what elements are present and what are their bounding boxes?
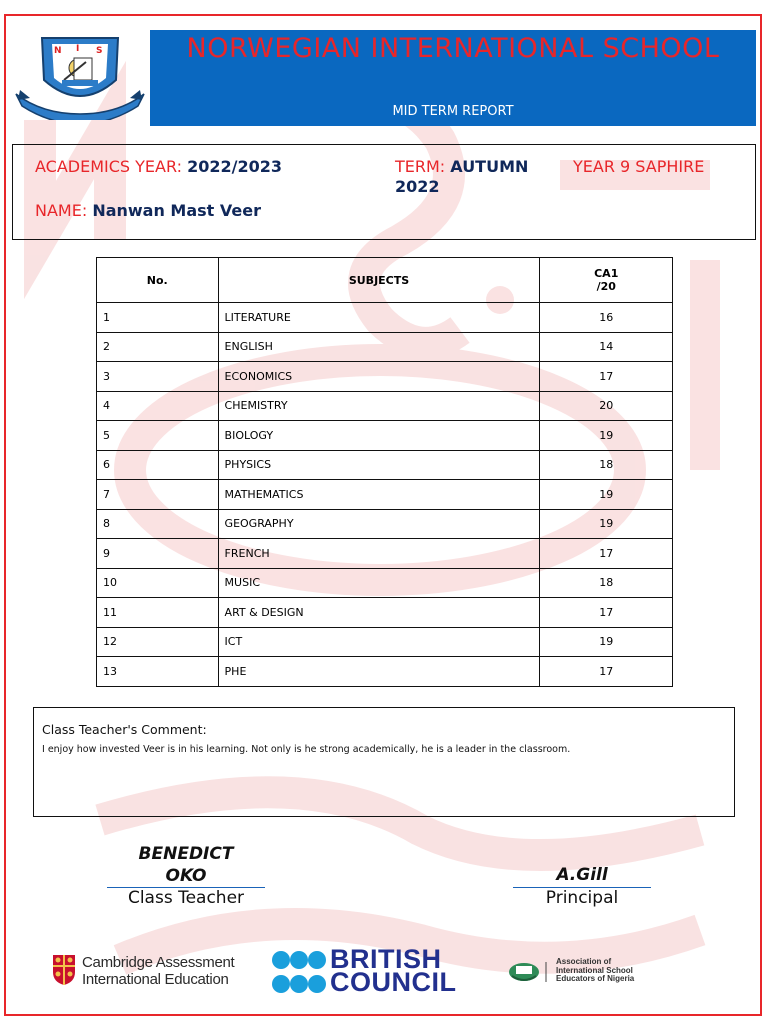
header-score [540,258,673,303]
crest-letter-s: S [96,46,103,56]
cambridge-text [82,954,234,988]
school-name: NORWEGIAN INTERNATIONAL SCHOOL [186,33,720,64]
subject-row [97,657,673,687]
subject-row [97,450,673,480]
subject-row [97,539,673,569]
row-number: 2 [97,332,219,362]
row-number: 6 [97,450,219,480]
academic-year-label: ACADEMICS YEAR: [35,157,182,176]
score-value: 19 [540,509,673,539]
subject-row [97,303,673,333]
score-value: 19 [540,480,673,510]
header-banner [150,30,756,126]
crest-letter-n: N [54,46,62,56]
score-value: 14 [540,332,673,362]
student-name [35,201,261,220]
score-value: 18 [540,450,673,480]
score-value: 19 [540,421,673,451]
subject-row [97,332,673,362]
subject-name: BIOLOGY [218,421,540,451]
ais-line3: Educators of Nigeria [556,974,635,983]
report-title: MID TERM REPORT [392,104,514,119]
subject-row [97,362,673,392]
score-value: 17 [540,657,673,687]
cambridge-line2: International Education [82,971,229,988]
class-name: YEAR 9 SAPHIRE [573,157,705,176]
term-value: AUTUMN 2022 [395,157,529,196]
row-number: 7 [97,480,219,510]
subject-name: MUSIC [218,568,540,598]
teacher-role: Class Teacher [127,888,245,908]
term-label: TERM: [395,157,446,176]
scores-table [96,257,673,687]
subject-name: ECONOMICS [218,362,540,392]
academic-year-value: 2022/2023 [187,157,282,176]
subject-name: PHE [218,657,540,687]
row-number: 9 [97,539,219,569]
row-number: 13 [97,657,219,687]
score-value: 17 [540,598,673,628]
cambridge-line1: Cambridge Assessment [82,954,235,971]
principal-role: Principal [545,888,619,908]
subject-row [97,598,673,628]
british-council-text [330,944,457,997]
student-name-label: NAME: [35,201,88,220]
student-info-box [12,144,756,240]
score-value: 16 [540,303,673,333]
bc-line2: COUNCIL [330,967,457,997]
student-name-value: Nanwan Mast Veer [92,201,261,220]
header-no: No. [97,258,219,303]
row-number: 5 [97,421,219,451]
comment-text: I enjoy how invested Veer is in his learning. Not only is he strong academically, he is a leader in the classroom. [42,744,571,755]
subject-name: ICT [218,627,540,657]
score-value: 20 [540,391,673,421]
score-value: 19 [540,627,673,657]
row-number: 3 [97,362,219,392]
header-score-bottom: /20 [596,280,616,293]
subject-row [97,509,673,539]
term [395,157,565,197]
score-value: 17 [540,362,673,392]
subject-name: LITERATURE [218,303,540,333]
row-number: 8 [97,509,219,539]
subject-row [97,480,673,510]
cambridge-shield-icon [52,954,76,986]
subject-row [97,568,673,598]
subject-name: ART & DESIGN [218,598,540,628]
subject-name: FRENCH [218,539,540,569]
row-number: 10 [97,568,219,598]
subject-name: PHYSICS [218,450,540,480]
aisen-emblem-icon [508,960,552,984]
academic-year [35,157,282,176]
aisen-text [556,958,634,984]
score-value: 17 [540,539,673,569]
principal-signature-name: A.Gill [556,865,608,885]
teacher-signature-name: BENEDICT OKO [138,844,234,886]
teacher-comment-box [33,707,735,817]
subject-row [97,391,673,421]
header-subjects: SUBJECTS [218,258,540,303]
subject-name: GEOGRAPHY [218,509,540,539]
british-council-dots-icon [272,948,326,996]
row-number: 4 [97,391,219,421]
bc-line1: BRITISH [330,944,442,974]
row-number: 1 [97,303,219,333]
subject-name: MATHEMATICS [218,480,540,510]
subject-row [97,627,673,657]
cambridge-logo [52,954,235,990]
header-score-top: CA1 [594,267,619,280]
crest-letter-i: I [76,44,80,54]
comment-label: Class Teacher's Comment: [42,722,207,737]
british-council-logo [272,944,457,1000]
school-crest-logo [12,34,148,120]
row-number: 12 [97,627,219,657]
score-value: 18 [540,568,673,598]
subject-name: ENGLISH [218,332,540,362]
scores-header-row [97,258,673,303]
ais-line1: Association of [556,957,612,966]
subject-name: CHEMISTRY [218,391,540,421]
row-number: 11 [97,598,219,628]
aisen-logo [508,957,635,988]
subject-row [97,421,673,451]
ais-line2: International School [556,965,633,975]
